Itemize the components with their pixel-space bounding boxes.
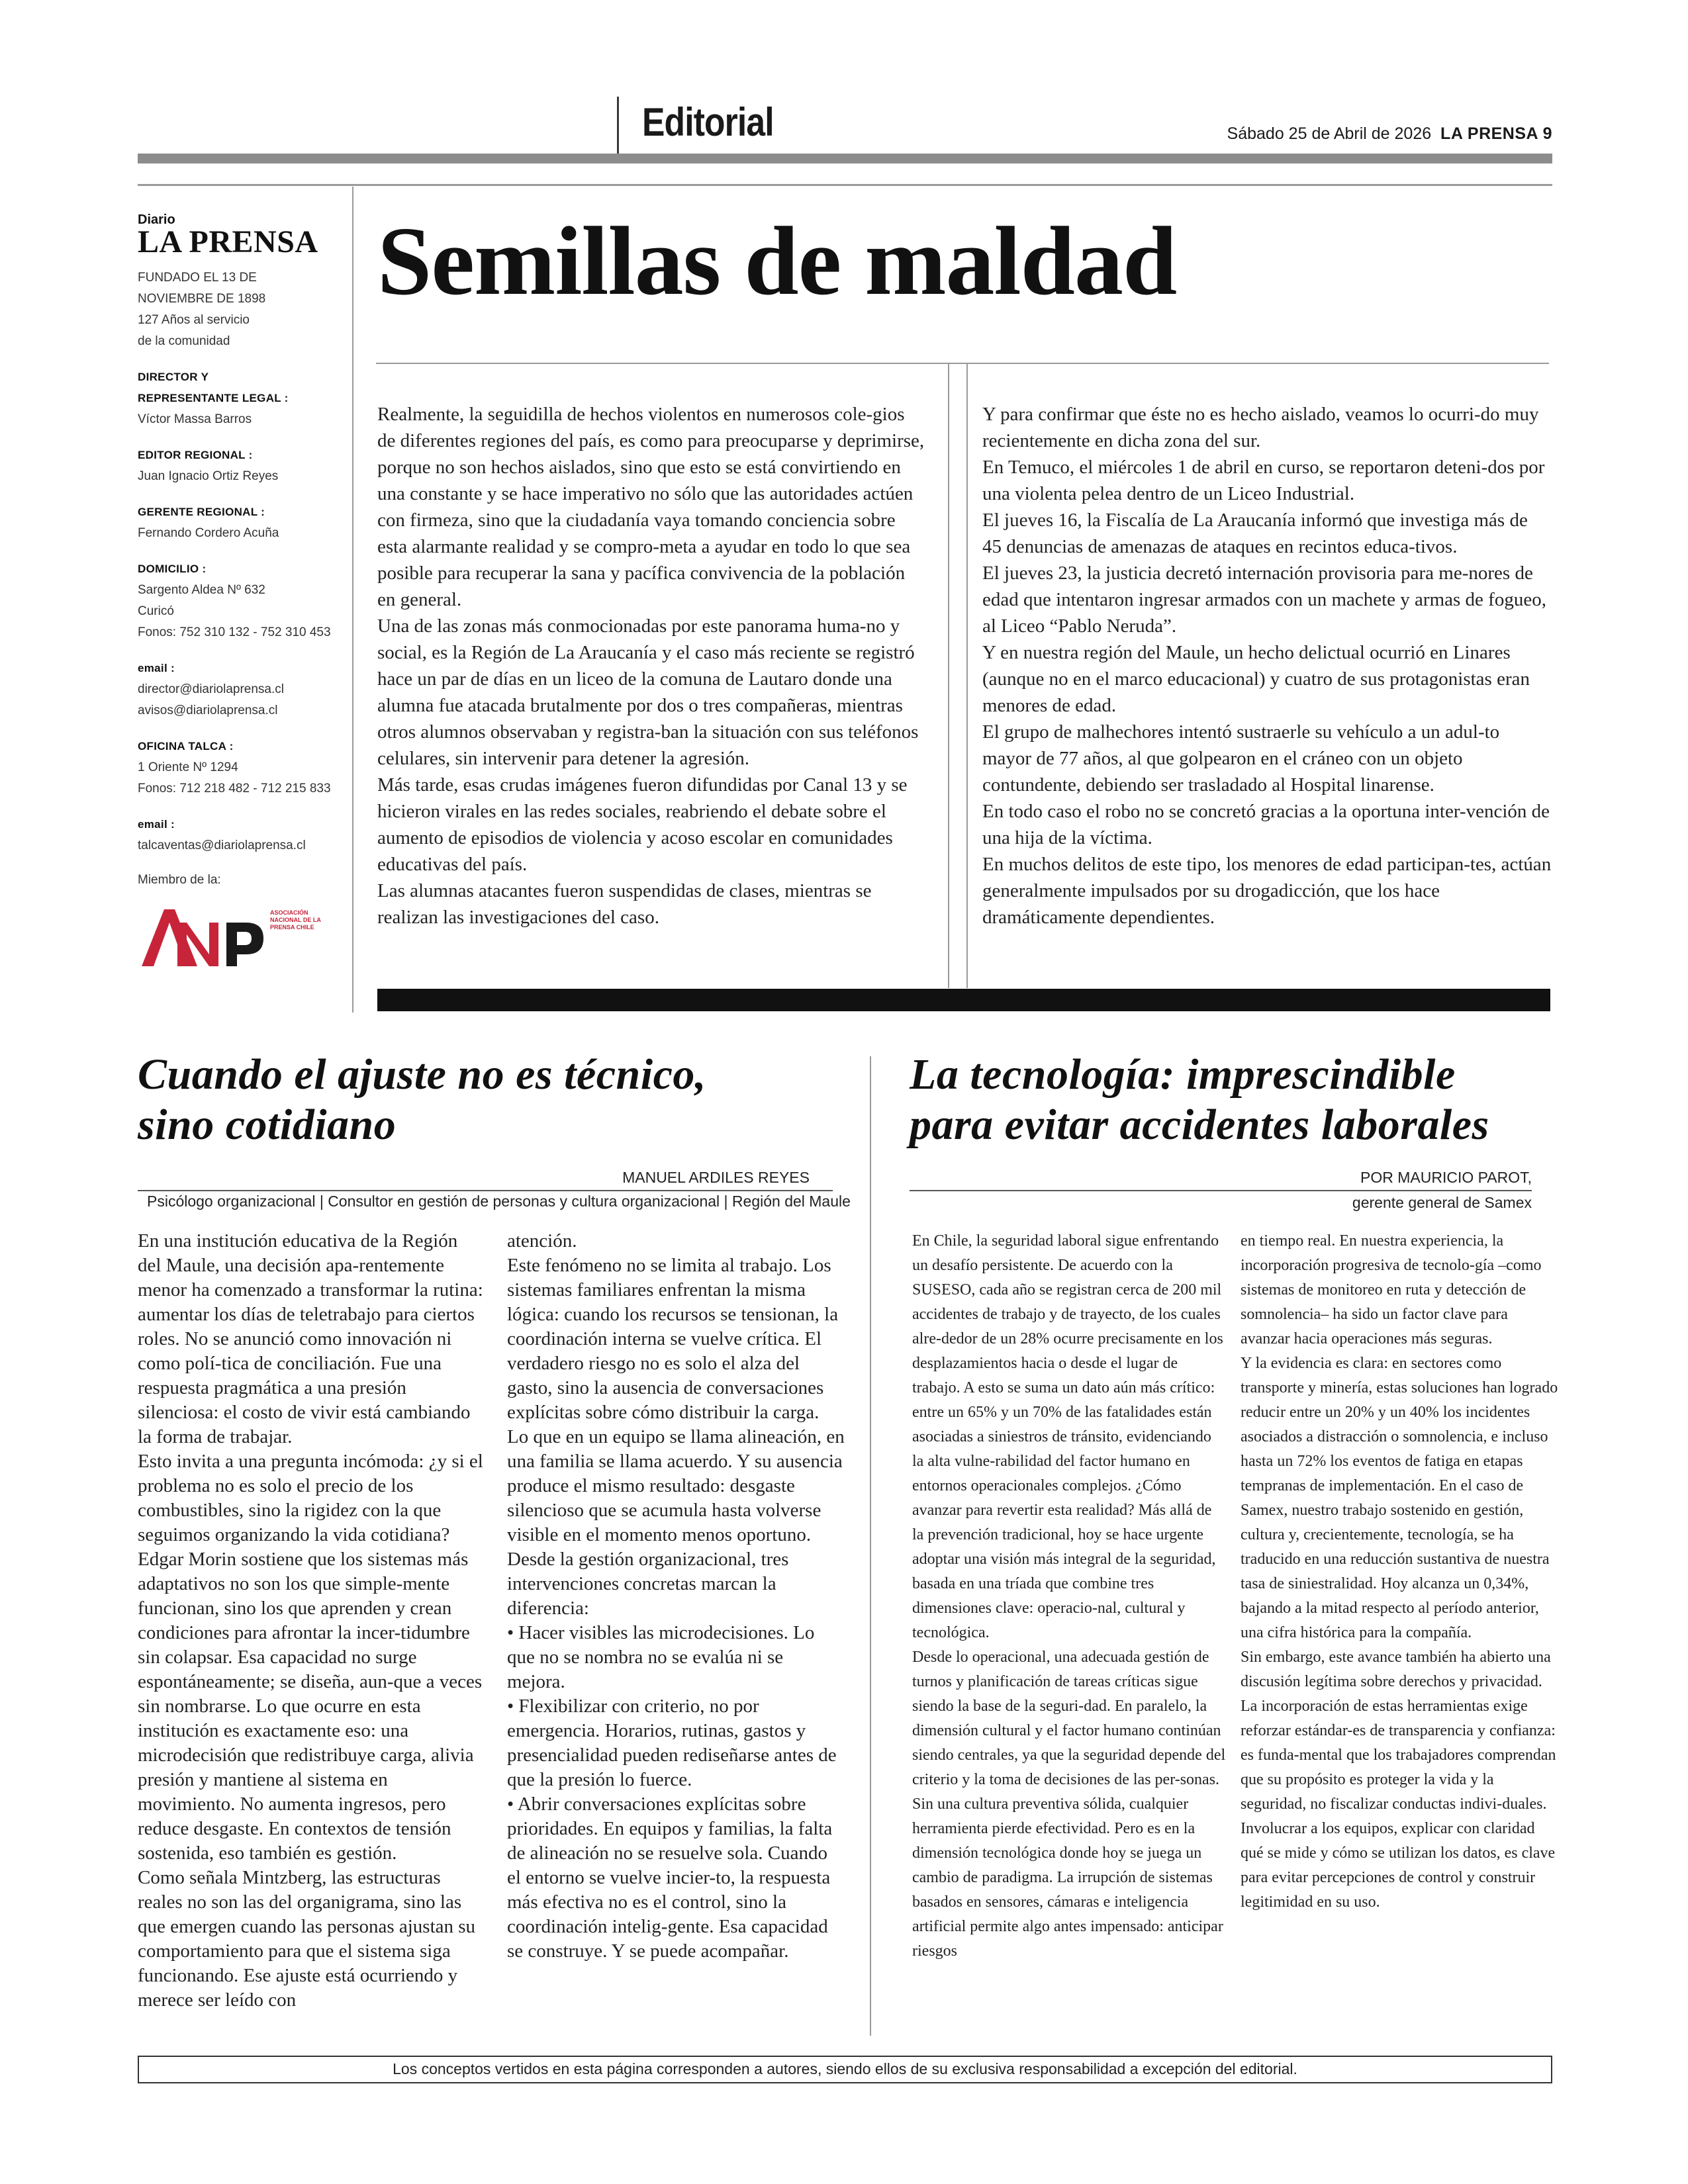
section-title: Editorial — [642, 100, 774, 144]
email-label: email : — [138, 662, 175, 674]
anp-logo — [138, 903, 336, 969]
list-item: • Abrir conversaciones explícitas sobre prioridades. En equipos y familias, la falta de alineación no se resuelve sola. Cuando el entorno se vuelve incier-to, la respuesta más efectiva no es el control, sino la coordinación intelig-gente. Esa capacidad se construye. Y se puede acompañar. — [507, 1794, 833, 1962]
founded-line: FUNDADO EL 13 DE — [138, 271, 257, 285]
paragraph: En todo caso el robo no se concretó gracias a la oportuna inter-vención de una hija de la víctima. — [982, 801, 1550, 848]
paragraph: En Temuco, el miércoles 1 de abril en curso, se reportaron deteni-dos por una violenta pelea dentro de un Liceo Industrial. — [982, 457, 1545, 504]
talca-phones: Fonos: 712 218 482 - 712 215 833 — [138, 782, 331, 796]
paragraph: En muchos delitos de este tipo, los menores de edad participan-tes, actúan generalmente impulsados por su drogadicción, que los hace dramáticamente dependientes. — [982, 854, 1552, 928]
founded-line: NOVIEMBRE DE 1898 — [138, 292, 266, 306]
masthead — [138, 213, 336, 969]
email-director-link[interactable]: director@diariolaprensa.cl — [138, 682, 284, 696]
articles-divider — [870, 1056, 871, 2036]
editor-block — [138, 445, 336, 487]
editor-name: Juan Ignacio Ortiz Reyes — [138, 469, 279, 483]
editorial-column-divider — [948, 363, 949, 988]
paragraph: El grupo de malhechores intentó sustraerle su vehículo a un adul-to mayor de 77 años, al que golpearon en el cráneo con un objeto contundente, debiendo ser trasladado al Hospital linarense. — [982, 721, 1500, 796]
member-of-label: Miembro de la: — [138, 873, 221, 887]
talca-email-block — [138, 814, 336, 856]
list-item: • Hacer visibles las microdecisiones. Lo que no se nombra no se evalúa ni se mejora. — [507, 1622, 815, 1692]
article-2-title-line: para evitar accidentes laborales — [910, 1101, 1489, 1149]
paragraph: En Chile, la seguridad laboral sigue enfrentando un desafío persistente. De acuerdo con la SUSESO, cada año se registran cerca de 200 mil accidentes de trabajo y de trayecto, de los cuales alre-dedor de un 28% ocurre precisamente en los desplazamientos hacia o desde el lugar de trabajo. A esto se suma un dato aún más crítico: entre un 65% y un 70% de las fatalidades están asociadas a siniestros de tránsito, evidenciando la alta vulne-rabilidad del factor humano en entornos operacionales complejos. ¿Cómo avanzar para revertir esta realidad? Más allá de la prevención tradicional, hoy se hace urgente adoptar una visión más integral de la seguridad, basada en una tríada que combine tres dimensiones clave: operacio-nal, cultural y tecnológica. — [912, 1232, 1223, 1641]
address-block — [138, 559, 336, 643]
paragraph: Más tarde, esas crudas imágenes fueron difundidas por Canal 13 y se hicieron virales en las redes sociales, reabriendo el debate sobre el aumento de episodios de violencia y acoso escolar en comunidades educativas del país. — [377, 774, 908, 875]
paragraph: El jueves 23, la justicia decretó internación provisoria para me-nores de edad que intentaron ingresar armados con un machete y armas de fogueo, al Liceo “Pablo Neruda”. — [982, 563, 1546, 637]
paragraph: Como señala Mintzberg, las estructuras reales no son las del organigrama, sino las que emergen cuando las personas ajustan su comportamiento para que el sistema siga funcionando. Ese ajuste está ocurriendo y merece ser leído con — [138, 1867, 476, 2011]
article-1-title-line: sino cotidiano — [138, 1101, 397, 1149]
article-1-author-role: Psicólogo organizacional | Consultor en gestión de personas y cultura organizacional | Región del Maule — [147, 1193, 851, 1210]
email-ads-link[interactable]: avisos@diariolaprensa.cl — [138, 704, 278, 717]
article-1-column-1 — [138, 1229, 485, 2013]
director-label: DIRECTOR Y — [138, 371, 209, 383]
paragraph: Y la evidencia es clara: en sectores como transporte y minería, estas soluciones han logrado reducir entre un 20% y un 40% los incidentes asociados a distracción o somnolencia, e incluso hasta un 72% los eventos de fatiga en etapas tempranas de implementación. En el caso de Samex, nuestro trabajo sostenido en gestión, cultura y, crecientemente, tecnología, se ha traducido en una reducción sustantiva de nuestra tasa de siniestralidad. Hoy alcanza un 0,34%, bajando a la mitad respecto al período anterior, una cifra histórica para la compañía. — [1241, 1355, 1558, 1641]
paragraph: Sin embargo, este avance también ha abierto una discusión legítima sobre derechos y privacidad. La incorporación de estas herramientas exige reforzar estándar-es de transparencia y confianza: es funda-mental que los trabajadores comprendan que su propósito es proteger la vida y la seguridad, no fiscalizar conductas indivi-duales. Involucrar a los equipos, explicar con claridad qué se mide y cómo se utilizan los datos, es clave para evitar percepciones de control y construir legitimidad en su uso. — [1241, 1649, 1556, 1911]
paragraph: En una institución educativa de la Región del Maule, una decisión apa-rentemente menor ha comenzado a transformar la rutina: aumentar los días de teletrabajo para ciertos roles. No se anunció como innovación ni como polí-tica de conciliación. Fue una respuesta pragmática a una presión silenciosa: el costo de vivir está cambiando la forma de trabajar. — [138, 1230, 483, 1447]
founded-info — [138, 267, 336, 352]
article-1-title-line: Cuando el ajuste no es técnico, — [138, 1050, 706, 1099]
manager-label: GERENTE REGIONAL : — [138, 506, 265, 518]
article-1-author: MANUEL ARDILES REYES — [622, 1169, 810, 1186]
talca-office-block — [138, 736, 336, 799]
talca-email-link[interactable]: talcaventas@diariolaprensa.cl — [138, 839, 306, 852]
talca-address: 1 Oriente Nº 1294 — [138, 760, 238, 774]
talca-email-label: email : — [138, 818, 175, 831]
address-line: Curicó — [138, 604, 174, 618]
paragraph: Esto invita a una pregunta incómoda: ¿y si el problema no es solo el precio de los combustibles, sino la rigidez con la que seguimos organizando la vida cotidiana? Edgar Morin sostiene que los sistemas más adaptativos no son los que simple-mente funcionan, sino los que aprenden y crean condiciones para afrontar la incer-tidumbre sin colapsar. Esa capacidad no surge espontáneamente; se diseña, aun-que a veces sin nombrarse. Lo que ocurre en esta institución es exactamente eso: una microdecisión que redistribuye carga, alivia presión y mantiene al sistema en movimiento. No aumenta ingresos, pero reduce desgaste. En contextos de tensión sostenida, eso también es gestión. — [138, 1451, 483, 1864]
editorial-column-divider — [966, 363, 968, 988]
editorial-bottom-bar — [377, 989, 1550, 1011]
paragraph: Desde la gestión organizacional, tres intervenciones concretas marcan la diferencia: — [507, 1549, 789, 1619]
address-label: DOMICILIO : — [138, 563, 207, 575]
page-number: LA PRENSA 9 — [1440, 124, 1552, 143]
anp-logo-icon — [138, 903, 270, 969]
article-2-author-role: gerente general de Samex — [1352, 1194, 1532, 1211]
manager-name: Fernando Cordero Acuña — [138, 526, 279, 540]
editorial-column-2 — [982, 401, 1552, 931]
founded-line: de la comunidad — [138, 334, 230, 348]
address-phones: Fonos: 752 310 132 - 752 310 453 — [138, 625, 331, 639]
issue-date: Sábado 25 de Abril de 2026 — [1227, 124, 1432, 143]
paragraph: en tiempo real. En nuestra experiencia, la incorporación progresiva de tecnolo-gía –como sistemas de monitoreo en ruta y detección de somnolencia– ha sido un factor clave para avanzar hacia operaciones más seguras. — [1241, 1232, 1542, 1347]
paragraph: El jueves 16, la Fiscalía de La Araucanía informó que investiga más de 45 denuncias de amenazas de ataques en recintos educa-tivos. — [982, 510, 1528, 557]
editorial-title-rule — [376, 363, 1549, 364]
director-block — [138, 367, 336, 430]
editorial-title: Semillas de maldad — [377, 207, 1177, 316]
manager-block — [138, 502, 336, 544]
article-1-column-2 — [507, 1229, 845, 1964]
paragraph: Una de las zonas más conmocionadas por este panorama huma-no y social, es la Región de La Araucanía y el caso más reciente se registró hace un par de días en un liceo de la comuna de Lautaro donde una alumna fue atacada brutalmente por dos o tres compañeras, mientras otros alumnos observaban y registra-ban la situación con sus teléfonos celulares, sin intervenir para detener la agresión. — [377, 615, 919, 769]
article-2-byline-rule — [910, 1190, 1532, 1191]
footer-disclaimer: Los conceptos vertidos en esta página corresponden a autores, siendo ellos de su exclusiva responsabilidad a excepción del editorial. — [138, 2056, 1552, 2083]
article-2-title-line: La tecnología: imprescindible — [910, 1050, 1456, 1099]
masthead-prefix: Diario — [138, 212, 175, 227]
director-name: Víctor Massa Barros — [138, 412, 252, 426]
paragraph: Este fenómeno no se limita al trabajo. Los sistemas familiares enfrentan la misma lógica: cuando los recursos se tensionan, la coordinación interna se vuelve crítica. El verdadero riesgo no es solo el alza del gasto, sino la ausencia de conversaciones explícitas sobre cómo distribuir la carga. Lo que en un equipo se llama alineación, en una familia se llama acuerdo. Y su ausencia produce el mismo resultado: desgaste silencioso que se acumula hasta volverse visible en el momento menos oportuno. — [507, 1255, 845, 1545]
article-2-column-1 — [912, 1229, 1227, 1964]
sidebar-divider — [352, 187, 353, 1013]
paragraph: atención. — [507, 1230, 577, 1251]
email-block — [138, 658, 336, 721]
paragraph: Y en nuestra región del Maule, un hecho delictual ocurrió en Linares (aunque no en el marco educacional) y cuatro de sus protagonistas eran menores de edad. — [982, 642, 1530, 716]
header-thin-rule — [138, 184, 1552, 186]
talca-office-label: OFICINA TALCA : — [138, 740, 234, 752]
editor-label: EDITOR REGIONAL : — [138, 449, 253, 461]
paragraph: Desde lo operacional, una adecuada gestión de turnos y planificación de tareas críticas sigue siendo la base de la seguri-dad. En paralelo, la dimensión cultural y el factor humano continúan siendo centrales, ya que la seguridad depende del criterio y la toma de decisiones de las per-sonas. Sin una cultura preventiva sólida, cualquier herramienta pierde efectividad. Pero es en la dimensión tecnológica donde hoy se juega un cambio de paradigma. La irrupción de sistemas basados en sensores, cámaras e inteligencia artificial permite algo antes impensado: anticipar riesgos — [912, 1649, 1226, 1960]
paragraph: Realmente, la seguidilla de hechos violentos en numerosos cole-gios de diferentes regiones del país, es como para preocuparse y deprimirse, porque no son hechos aislados, sino que esto se está convirtiendo en una constante y se hace imperativo no sólo que las autoridades actúen con firmeza, sino que la ciudadanía vaya tomando conciencia sobre esta alarmante realidad y se compro-meta a ayudar en todo lo que sea posible para recuperar la sana y pacífica convivencia de la población en general. — [377, 404, 925, 610]
article-2-column-2 — [1241, 1229, 1558, 1915]
director-label: REPRESENTANTE LEGAL : — [138, 392, 289, 404]
article-2-author: POR MAURICIO PAROT, — [1360, 1169, 1532, 1186]
paragraph: Y para confirmar que éste no es hecho aislado, veamos lo ocurri-do muy recientemente en dicha zona del sur. — [982, 404, 1539, 451]
address-line: Sargento Aldea Nº 632 — [138, 583, 265, 597]
masthead-logo: LA PRENSA — [138, 224, 318, 259]
header-rule — [138, 154, 1552, 163]
list-item: • Flexibilizar con criterio, no por emergencia. Horarios, rutinas, gastos y presencialidad pueden rediseñarse antes de que la presión lo fuerce. — [507, 1696, 837, 1790]
article-2-title — [910, 1050, 1571, 1150]
paragraph: Las alumnas atacantes fueron suspendidas de clases, mientras se realizan las investigaciones del caso. — [377, 880, 872, 928]
editorial-column-1 — [377, 401, 927, 931]
article-1-title — [138, 1050, 800, 1150]
founded-line: 127 Años al servicio — [138, 313, 250, 327]
anp-caption: ASOCIACIÓN NACIONAL DE LA PRENSA CHILE — [270, 909, 321, 931]
article-1-byline-rule — [138, 1190, 833, 1191]
header-date-line — [1227, 124, 1552, 144]
header-divider — [617, 97, 619, 154]
